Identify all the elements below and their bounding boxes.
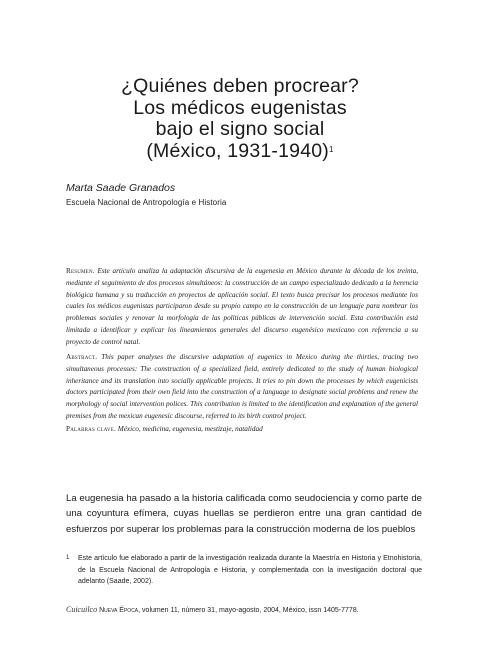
title-line-2: Los médicos eugenistas (133, 96, 347, 119)
article-title (80, 76, 400, 162)
body-paragraph: La eugenesia ha pasado a la historia calificada como seudociencia y como parte de una coyuntura efímera, cuyas huellas se perdieron entre una gran cantidad de esfuerzos por superar los problemas para la construcción moderna de los pueblos (66, 493, 422, 535)
abstract-spanish-label: Resumen. (66, 267, 95, 275)
title-line-1: ¿Quiénes deben procrear? (121, 75, 359, 97)
author-name: Marta Saade Granados (66, 182, 176, 194)
journal-logo: Cuicuilco (66, 605, 98, 614)
title-footnote-ref[interactable]: 1 (329, 144, 334, 154)
title-line-3: bajo el signo social (155, 118, 325, 140)
title-line-4-text: (México, 1931-1940) (146, 139, 329, 162)
keywords-text: México, medicina, eugenesia, mestizaje, natalidad (117, 425, 263, 433)
footnote-text: Este artículo fue elaborado a partir de la investigación realizada durante la Maestría en Historia y Etnohistoria, de la Escuela Nacional de Antropología e Historia, y complementada con la investigación doctoral que adelanto (Saade, 2002). (78, 555, 422, 585)
abstract-english (66, 352, 418, 423)
author-affiliation: Escuela Nacional de Antropología e Historia (66, 198, 227, 207)
abstract-english-text: This paper analyses the discursive adaptation of eugenics in Mexico during the thirties, tracing two simultaneous processes: The construction of a specialized field, entirely dedicated to the study of human biological inheritance and its translation into socially applicable projects. It tries to pin down the processes by which eugenicists doctors participated from their own field into the construction of a language to designate social problems and renew the morphology of social intervention polices. This contribution is limited to the identification and explanation of the general premises from the mexican eugenesic discourse, referred to its birth control project. (66, 353, 418, 420)
abstract-english-label: Abstract. (66, 353, 98, 361)
abstract-spanish-text: Este artículo analiza la adaptación discursiva de la eugenesia en México durante la década de los treinta, mediante el seguimiento de dos procesos simultáneos: la construcción de un campo especializado dedicado a la herencia biológica humana y su traducción en proyectos de aplicación social. El texto busca precisar los procesos mediante los cuales los médicos eugenistas participaron desde su propio campo en la construcción de un lenguaje para nombrar los problemas sociales y renovar la morfología de las políticas públicas de intervención social. Esta contribución está limitada a identificar y explicar los lineamientos generales del discurso eugenésico mexicano con referencia a su proyecto de control natal. (66, 267, 418, 346)
footnote-mark: 1 (66, 555, 70, 561)
footnote (66, 553, 422, 588)
abstract-spanish (66, 266, 418, 349)
title-line-4 (80, 141, 400, 163)
journal-footer (66, 605, 426, 614)
keywords-label: Palabras clave. (66, 425, 116, 433)
journal-citation: , volumen 11, número 31, mayo-agosto, 2004, México, issn 1405-7778. (138, 607, 359, 614)
journal-series: Nueva Época (99, 607, 139, 614)
keywords (66, 424, 418, 436)
